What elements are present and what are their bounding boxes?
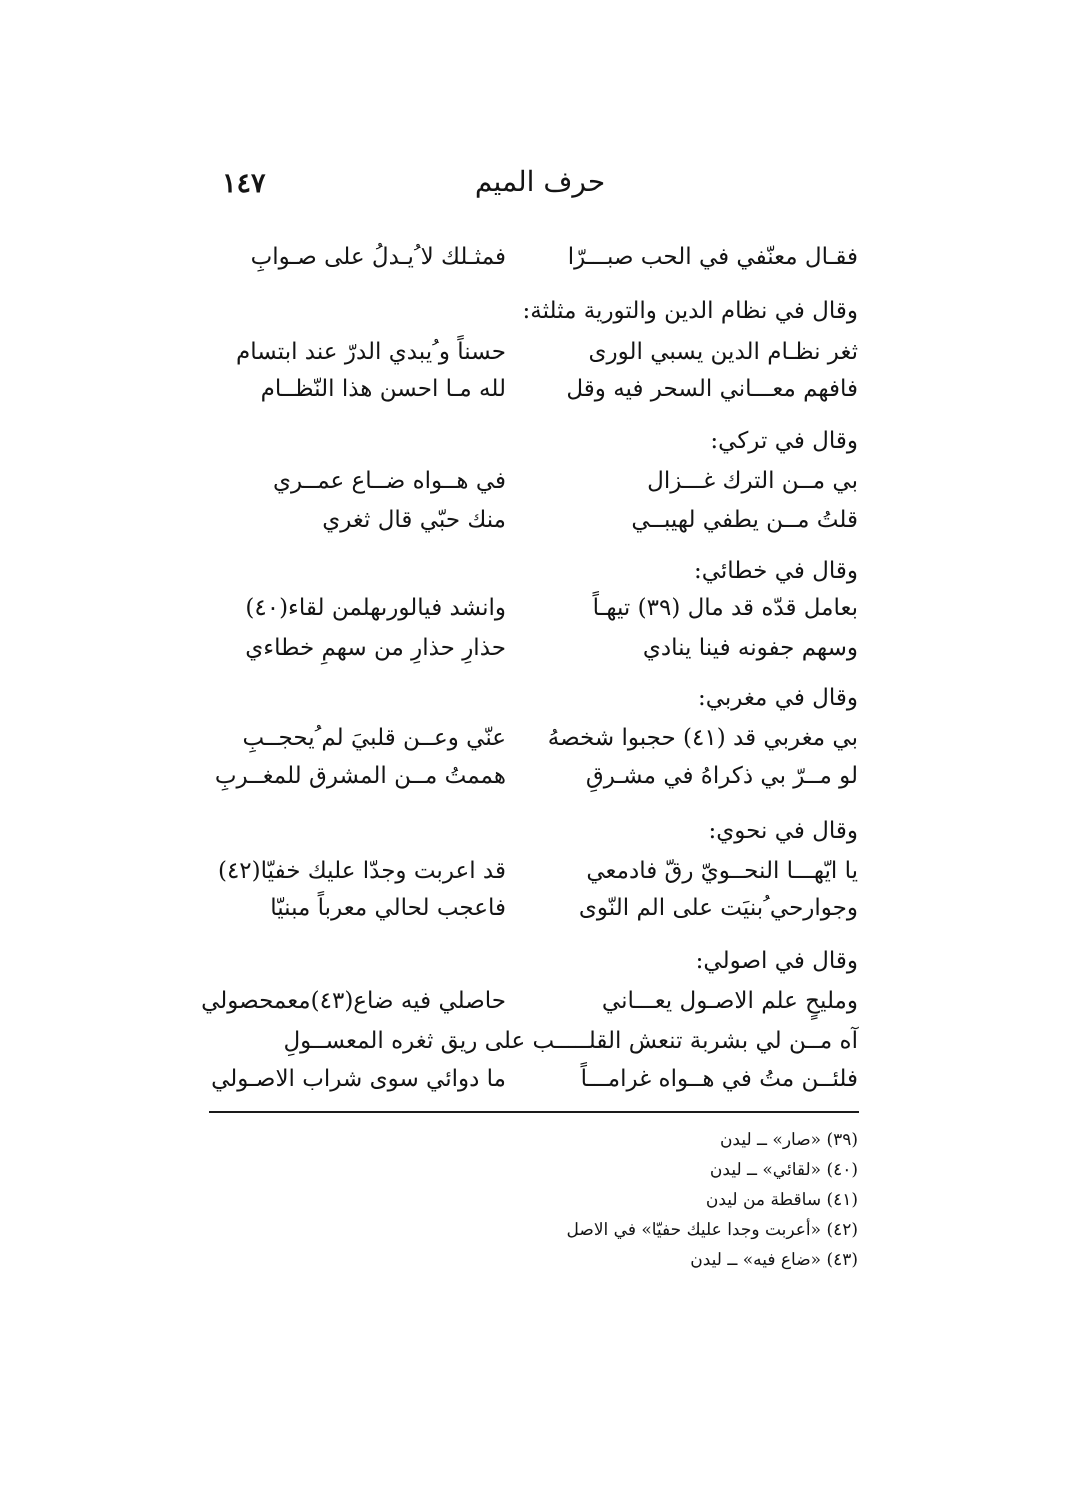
footnote-divider [209,1111,859,1113]
verse-left-hemistich: حاصلي فيه ضاع(٤٣)معمحصولي [201,988,506,1014]
verse-right-hemistich: قلتُ مــن يطفي لهيبــي [631,507,858,533]
verse-left-hemistich: منك حبّي قال ثغري [322,507,506,533]
verse-left-hemistich: وانشد فيالورىهلمن لقاء(٤٠) [245,595,506,621]
verse-right-hemistich: فلئــن متُ في هــواه غرامـــاً [580,1066,858,1092]
footnote: (٤٢) «أعربت وجدا عليك حفيّا» في الاصل [566,1220,858,1240]
footnote: (٤٠) «لقائي» ــ ليدن [709,1160,858,1180]
verse-left-hemistich: فمثـلك لا ُيـدلُ على صـوابِ [250,244,506,270]
verse-left-hemistich: عنّي وعــن قلبيَ لم ُيحجــبِ [242,725,506,751]
page-number: ١٤٧ [222,168,266,199]
verse-right-hemistich: بي مــن الترك غـــزال [647,468,858,494]
verse-right-hemistich: يا ايّهـــا النحــويّ رقّ فادمعي [586,858,858,884]
verse-right-hemistich: وسهم جفونه فينا ينادي [642,635,858,661]
verse-left-hemistich: ما دوائي سوى شراب الاصـولي [211,1066,506,1092]
footnote: (٣٩) «صار» ــ ليدن [719,1130,858,1150]
verse-left-hemistich: هممتُ مــن المشرق للمغــربِ [214,763,506,789]
footnote: (٤١) ساقطة من ليدن [705,1190,858,1210]
verse-right-hemistich: وجوارحي ُبنيَت على الم النّوى [578,895,858,921]
section-intro: وقال في خطائي: [693,558,858,584]
verse-full-line: آه مــن لي بشربة تنعش القلـــــب على ريق ثغره المعســولِ [283,1028,858,1054]
verse-right-hemistich: ومليحٍ علم الاصـول يعـــاني [601,988,858,1014]
verse-left-hemistich: فاعجب لحالي معرباً مبنيّا [270,895,506,921]
verse-left-hemistich: حذارِ حذارِ من سهمِ خطاءي [245,635,506,661]
verse-right-hemistich: لو مــرّ بي ذكراهُ في مشـرقِ [585,763,858,789]
verse-left-hemistich: قد اعربت وجدّا عليك خفيّا(٤٢) [217,858,506,884]
section-intro: وقال في نظام الدين والتورية مثلثة: [522,298,858,324]
verse-left-hemistich: حسناً و ُيبدي الدرّ عند ابتسام [235,339,506,365]
section-intro: وقال في تركي: [710,428,858,454]
verse-right-hemistich: بعامل قدّه قد مال (٣٩) تيهـاً [592,595,858,621]
verse-right-hemistich: فقـال معنّفي في الحب صبـــرّا [567,244,858,270]
verse-right-hemistich: فافهم معـــاني السحر فيه وقل [566,376,858,402]
running-title: حرف الميم [474,165,606,198]
verse-right-hemistich: ثغر نظـام الدين يسبي الورى [588,339,858,365]
section-intro: وقال في نحوي: [708,818,858,844]
footnote: (٤٣) «ضاع فيه» ــ ليدن [690,1250,858,1270]
section-intro: وقال في اصولي: [695,948,858,974]
verse-left-hemistich: لله مـا احسن هذا النّظــام [260,376,506,402]
verse-right-hemistich: بي مغربي قد (٤١) حجبوا شخصهُ [547,725,858,751]
verse-left-hemistich: في هــواه ضــاع عمــري [273,468,506,494]
section-intro: وقال في مغربي: [697,685,858,711]
